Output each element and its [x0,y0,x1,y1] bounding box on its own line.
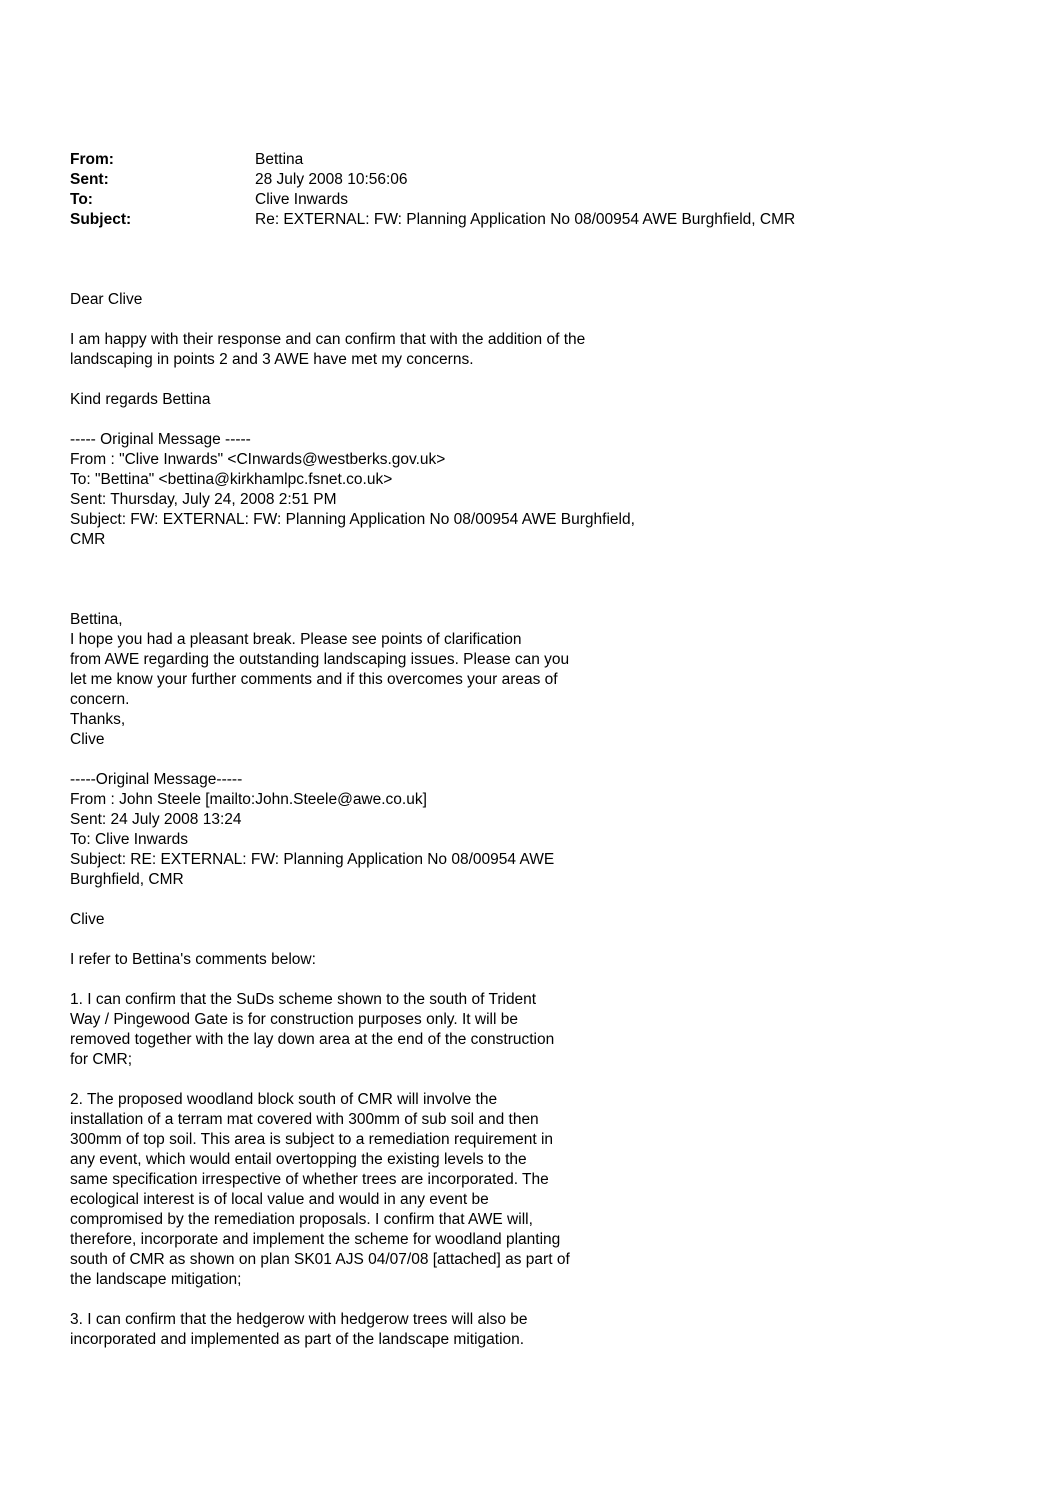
orig2-from: From : John Steele [mailto:John.Steele@awe.co.uk] [70,791,427,808]
greeting: Dear Clive [70,291,143,308]
original-message-1 [70,430,970,550]
orig2-subject: Subject: RE: EXTERNAL: FW: Planning Application No 08/00954 AWE Burghfield, CMR [70,851,555,888]
orig1-from: From : "Clive Inwards" <CInwards@westberks.gov.uk> [70,451,446,468]
subject-row [70,210,970,230]
orig2-sent: Sent: 24 July 2008 13:24 [70,811,242,828]
from-label: From: [70,151,114,168]
reply-text: I am happy with their response and can confirm that with the addition of the landscaping in points 2 and 3 AWE have met my concerns. [70,331,586,368]
orig1-marker: ----- Original Message ----- [70,431,251,448]
orig2-to: To: Clive Inwards [70,831,189,848]
point-2: 2. The proposed woodland block south of CMR will involve the installation of a terram mat covered with 300mm of sub soil and then 300mm of top soil. This area is subject to a remediation requirement in any event, which would entail overtopping the existing levels to the same specification irrespective of whether trees are incorporated. The ecological interest is of local value and would in any event be compromised by the remediation proposals. I confirm that AWE will, therefore, incorporate and implement the scheme for woodland planting south of CMR as shown on plan SK01 AJS 04/07/08 [attached] as part of the landscape mitigation; [70,1091,570,1288]
subject-label: Subject: [70,211,132,228]
to-value: Clive Inwards [255,191,349,208]
email-header [70,150,970,230]
point-1: 1. I can confirm that the SuDs scheme shown to the south of Trident Way / Pingewood Gate is for construction purposes only. It will be removed together with the lay down area at the end of the construction for CMR; [70,991,555,1068]
from-value: Bettina [255,151,304,168]
orig1-subject: Subject: FW: EXTERNAL: FW: Planning Application No 08/00954 AWE Burghfield, CMR [70,511,635,548]
sent-value: 28 July 2008 10:56:06 [255,171,408,188]
from-row [70,150,970,170]
subject-value: Re: EXTERNAL: FW: Planning Application No 08/00954 AWE Burghfield, CMR [255,211,796,228]
orig1-sent: Sent: Thursday, July 24, 2008 2:51 PM [70,491,337,508]
point-3: 3. I can confirm that the hedgerow with hedgerow trees will also be incorporated and implemented as part of the landscape mitigation. [70,1311,528,1348]
john-intro: I refer to Bettina's comments below: [70,951,316,968]
orig2-marker: -----Original Message----- [70,771,243,788]
john-greeting: Clive [70,911,105,928]
orig1-to: To: "Bettina" <bettina@kirkhamlpc.fsnet.co.uk> [70,471,393,488]
original-message-2 [70,770,970,890]
sent-row [70,170,970,190]
to-label: To: [70,191,93,208]
email-document [70,150,970,1350]
clive-message: Bettina, I hope you had a pleasant break. Please see points of clarification from AWE regarding the outstanding landscaping issues. Please can you let me know your further comments and if this overcomes your areas of concern. Thanks, Clive [70,611,570,748]
sent-label: Sent: [70,171,109,188]
signoff: Kind regards Bettina [70,391,211,408]
to-row [70,190,970,210]
